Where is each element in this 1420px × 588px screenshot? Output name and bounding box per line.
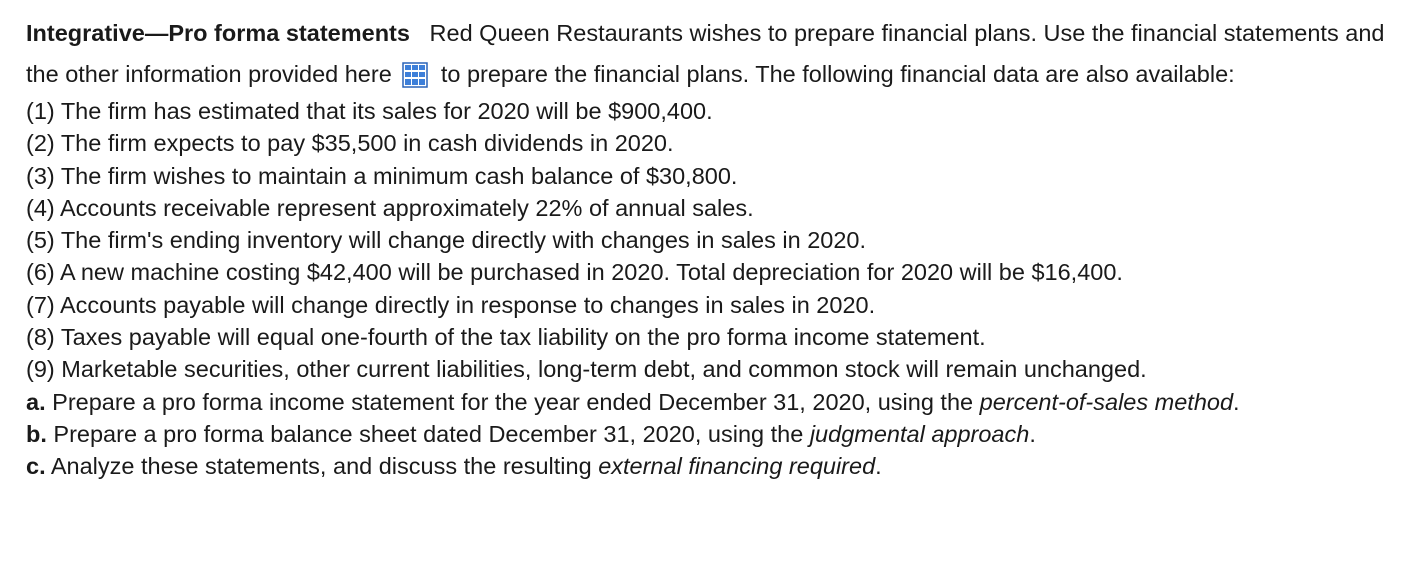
task-a-text: Prepare a pro forma income statement for the year ended December 31, 2020, using the <box>52 388 974 415</box>
task-b-text: Prepare a pro forma balance sheet dated December 31, 2020, using the <box>53 420 804 447</box>
task-b-end: . <box>1029 420 1036 447</box>
problem-heading: Integrative—Pro forma statements <box>26 20 410 46</box>
task-c-emphasis: external financing required <box>598 453 876 480</box>
list-item: (5) The firm's ending inventory will change directly with changes in sales in 2020. <box>26 227 867 254</box>
list-item: (7) Accounts payable will change directly in response to changes in sales in 2020. <box>26 291 876 318</box>
task-c-letter: c. <box>26 453 46 480</box>
list-item: (2) The firm expects to pay $35,500 in cash dividends in 2020. <box>26 130 674 157</box>
intro-text-part1: Red Queen Restaurants wishes to prepare financial plans. Use the financial statements and the other information provided here <box>26 20 1385 87</box>
task-a <box>26 386 1406 418</box>
data-items-list <box>26 95 1406 483</box>
list-item: (6) A new machine costing $42,400 will be purchased in 2020. Total depreciation for 2020 will be $16,400. <box>26 259 1123 286</box>
task-c-text: Analyze these statements, and discuss the resulting <box>50 453 592 480</box>
spreadsheet-grid-icon[interactable] <box>402 60 428 86</box>
list-item: (9) Marketable securities, other current liabilities, long-term debt, and common stock will remain unchanged. <box>26 356 1147 383</box>
list-item: (8) Taxes payable will equal one-fourth of the tax liability on the pro forma income statement. <box>26 324 986 351</box>
task-a-letter: a. <box>26 388 46 415</box>
problem-container <box>26 13 1406 483</box>
task-a-end: . <box>1233 388 1240 415</box>
list-item: (3) The firm wishes to maintain a minimum cash balance of $30,800. <box>26 162 738 189</box>
task-b-letter: b. <box>26 420 47 447</box>
task-b-emphasis: judgmental approach <box>809 420 1030 447</box>
intro-text-part2: to prepare the financial plans. The following financial data are also available: <box>440 61 1235 87</box>
task-b <box>26 418 1406 450</box>
list-item: (4) Accounts receivable represent approximately 22% of annual sales. <box>26 194 754 221</box>
list-item: (1) The firm has estimated that its sales for 2020 will be $900,400. <box>26 98 713 124</box>
task-c-end: . <box>875 453 882 480</box>
problem-intro <box>26 13 1406 95</box>
task-c <box>26 450 1406 482</box>
task-a-emphasis: percent-of-sales method <box>979 388 1234 415</box>
